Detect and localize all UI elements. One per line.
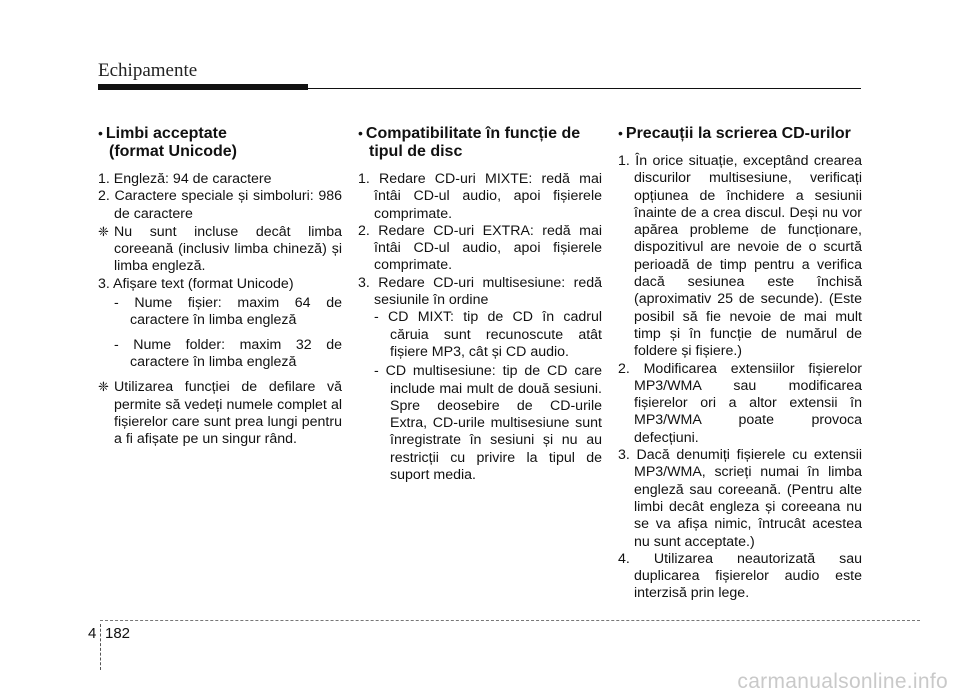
column-languages	[98, 124, 342, 448]
list-item: 3. Dacă denumiți fișierele cu extensii MP3/WMA, scrieți numai în limba engleză sau coreeană. (Pentru alte limbi decât engleza și coreeana nu se va afișa nimic, întrucât acestea nu sunt acceptate.)	[618, 447, 862, 550]
note-text: Utilizarea funcției de defilare vă permite să vedeți numele complet al fișierelor care sunt prea lungi pentru a fi afișate pe un singur rând.	[114, 379, 342, 448]
header-rule-thick	[98, 84, 308, 90]
note-icon: ❈	[98, 379, 109, 395]
list-item: 3. Redare CD-uri multisesiune: redă sesiunile în ordine	[358, 274, 602, 309]
heading-line: Limbi acceptate	[105, 125, 227, 142]
heading-line: (format Unicode)	[109, 143, 237, 160]
heading-line: tipul de disc	[369, 143, 463, 160]
bullet-icon: •	[98, 125, 103, 141]
bullet-icon: •	[358, 125, 363, 141]
note-text: Nu sunt incluse decât limba coreeană (inclusiv limba chineză) și limba engleză.	[114, 223, 342, 275]
sub-item: - CD multisesiune: tip de CD care include mai mult de două sesiuni. Spre deosebire de CD-urile Extra, CD-urile multisesiune sunt înregistrate în sesiuni și nu au restricții cu privire la tipul de suport media.	[374, 363, 602, 484]
list-item: 2. Caractere speciale și simboluri: 986 de caractere	[98, 188, 342, 222]
heading-line: Precauții la scrierea CD-urilor	[625, 125, 851, 142]
list-item: 2. Modificarea extensiilor fișierelor MP3/WMA sau modificarea fișierelor ori a altor extensii în MP3/WMA poate provoca defecțiuni.	[618, 360, 862, 446]
column-compatibility	[358, 124, 602, 484]
note-item	[98, 378, 342, 448]
watermark: carmanualsonline.info	[737, 670, 948, 693]
heading-languages	[98, 124, 342, 161]
note-icon: ❈	[98, 223, 109, 239]
header-rule	[98, 88, 861, 89]
bullet-icon: •	[618, 125, 623, 141]
page-number: 182	[105, 625, 131, 642]
heading-precautions	[618, 124, 862, 143]
list-item: 1. În orice situație, exceptând crearea discurilor multisesiune, verificați opțiunea de închidere a sesiunii înainte de a crea discul. Deși nu vor apărea probleme de funcționare, dispozitivul are nevoie de o scurtă perioadă de timp pentru a verifica dacă sesiunea este închisă (aproximativ 25 de secunde). (Este posibil să fie nevoie de mai mult timp și în funcție de numărul de foldere și fișiere.)	[618, 153, 862, 360]
note-item	[98, 223, 342, 276]
section-title: Echipamente	[98, 60, 198, 81]
list-item: 2. Redare CD-uri EXTRA: redă mai întâi CD-ul audio, apoi fișierele comprimate.	[358, 222, 602, 274]
list-item: 3. Afișare text (format Unicode)	[98, 275, 294, 292]
chapter-number: 4	[88, 625, 97, 642]
list-item: 1. Engleză: 94 de caractere	[98, 171, 272, 187]
footer-rule	[100, 620, 920, 621]
sub-item: - Nume folder: maxim 32 de caractere în limba engleză	[114, 336, 342, 370]
footer-divider	[100, 624, 101, 670]
list-item: 1. Redare CD-uri MIXTE: redă mai întâi CD-ul audio, apoi fișierele comprimate.	[358, 171, 602, 222]
heading-compatibility	[358, 124, 602, 161]
heading-line: Compatibilitate în funcție de	[365, 125, 581, 142]
sub-item: - Nume fișier: maxim 64 de caractere în limba engleză	[114, 295, 342, 329]
column-precautions	[618, 124, 862, 603]
list-item: 4. Utilizarea neautorizată sau duplicarea fișierelor audio este interzisă prin lege.	[618, 550, 862, 602]
sub-item: - CD MIXT: tip de CD în cadrul căruia sunt recunoscute atât fișiere MP3, cât și CD audio.	[374, 309, 602, 360]
